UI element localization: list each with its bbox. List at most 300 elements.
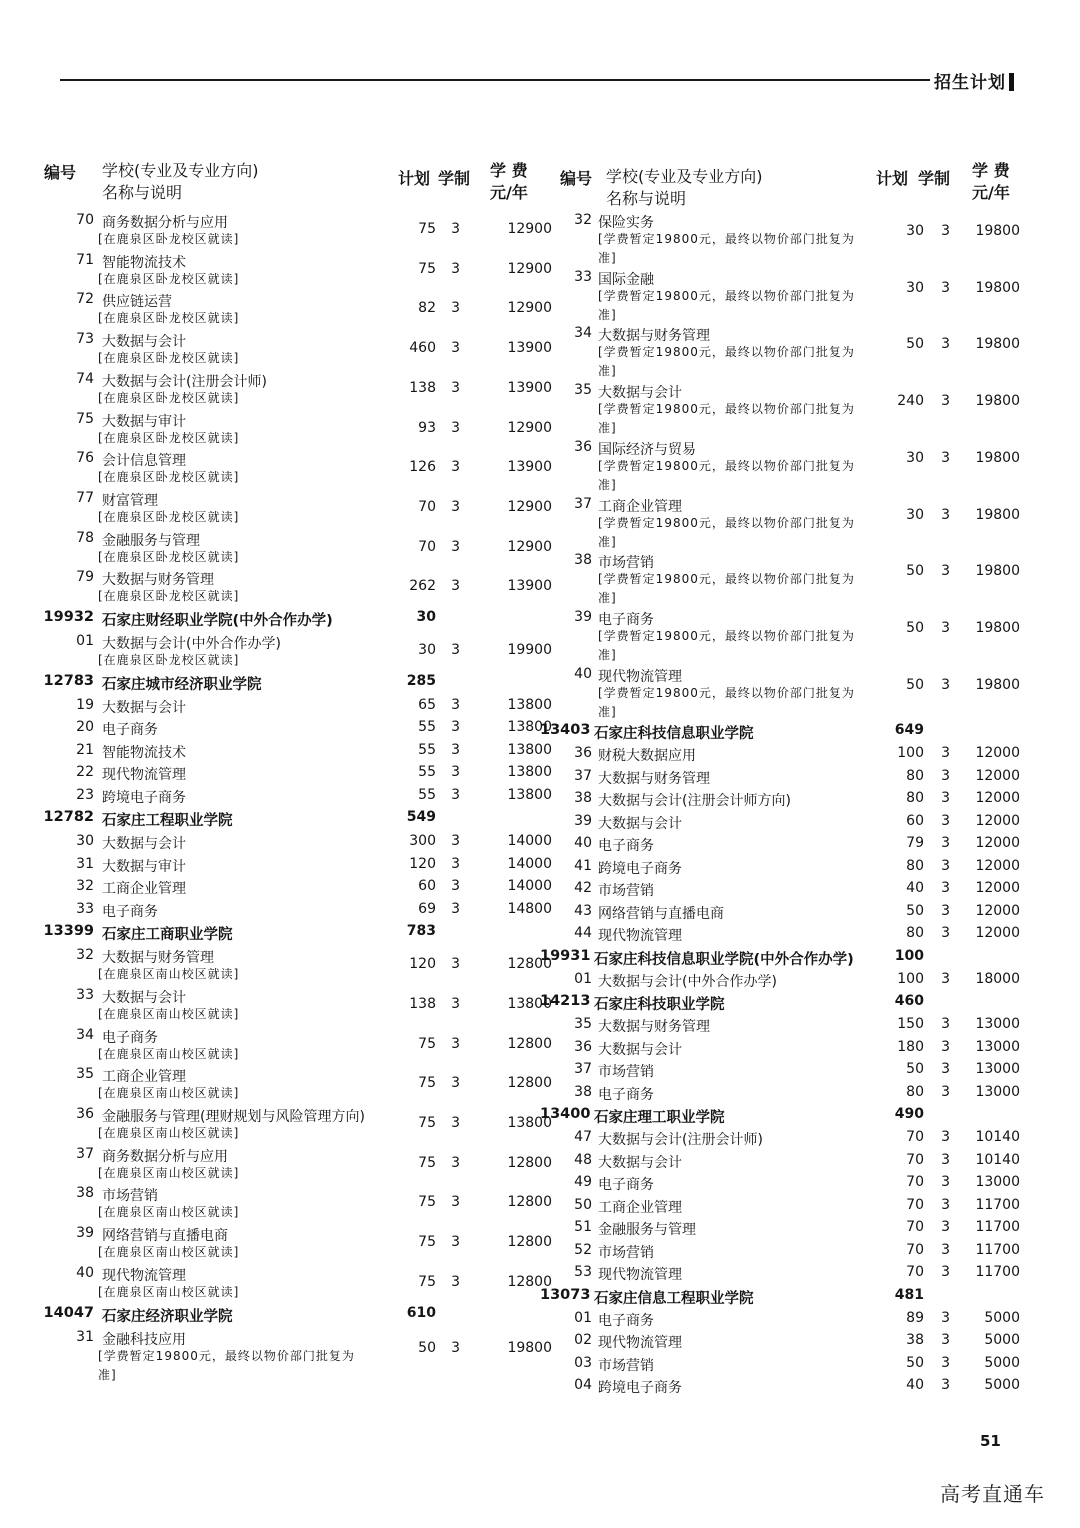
major-row xyxy=(28,631,552,671)
major-plan: 75 xyxy=(418,221,436,237)
major-plan: 50 xyxy=(906,1061,924,1078)
major-note: [学费暂定19800元，最终以物价部门批复为 xyxy=(598,685,855,700)
major-plan: 300 xyxy=(409,833,436,850)
major-years: 3 xyxy=(941,1061,950,1078)
major-fee: 19800 xyxy=(975,279,1020,296)
major-plan: 55 xyxy=(418,741,436,758)
major-name: 金融服务与管理 xyxy=(102,532,200,549)
major-fee: 12000 xyxy=(975,902,1020,919)
major-name: 市场营销 xyxy=(598,883,654,900)
school-plan-total: 783 xyxy=(406,923,436,940)
major-years: 3 xyxy=(941,1038,950,1055)
school-plan-total: 100 xyxy=(894,947,924,964)
major-row xyxy=(28,1183,552,1223)
major-years: 3 xyxy=(941,223,950,239)
major-plan: 100 xyxy=(897,745,924,762)
major-plan: 70 xyxy=(906,1219,924,1236)
school-plan-total: 460 xyxy=(894,993,924,1010)
major-note: [在鹿泉区南山校区就读] xyxy=(98,1245,240,1260)
major-note: 准] xyxy=(98,1367,117,1382)
major-plan: 126 xyxy=(409,459,436,476)
major-name: 现代物流管理 xyxy=(598,668,682,685)
major-fee: 14800 xyxy=(507,900,552,917)
major-row xyxy=(28,985,552,1025)
major-fee: 12900 xyxy=(507,538,552,555)
major-years: 3 xyxy=(451,498,460,515)
major-plan: 89 xyxy=(906,1309,924,1326)
header-fee-line2: 元/年 xyxy=(972,183,1010,202)
major-fee: 19800 xyxy=(975,336,1020,353)
left-column xyxy=(28,160,552,1382)
major-name: 电子商务 xyxy=(598,1312,654,1329)
major-plan: 80 xyxy=(906,767,924,784)
major-code: 76 xyxy=(76,450,94,467)
major-fee: 12900 xyxy=(507,419,552,436)
major-row xyxy=(28,1327,552,1383)
header-name-line2: 名称与说明 xyxy=(606,189,687,208)
major-row xyxy=(28,488,552,528)
major-note: [在鹿泉区卧龙校区就读] xyxy=(98,470,240,485)
major-code: 32 xyxy=(76,947,94,964)
major-code: 74 xyxy=(76,370,94,387)
major-plan: 70 xyxy=(906,1174,924,1191)
major-row xyxy=(540,437,1040,494)
right-table-header xyxy=(540,160,1040,210)
major-code: 37 xyxy=(574,767,592,784)
school-plan-total: 649 xyxy=(894,722,924,739)
major-code: 36 xyxy=(574,1038,592,1055)
major-note: [在鹿泉区卧龙校区就读] xyxy=(98,509,240,524)
major-code: 40 xyxy=(574,835,592,852)
major-code: 36 xyxy=(574,438,592,455)
major-row xyxy=(540,856,1040,879)
major-fee: 12900 xyxy=(507,260,552,277)
section-marker-icon xyxy=(1009,73,1014,91)
major-fee: 12000 xyxy=(975,925,1020,942)
major-years: 3 xyxy=(451,995,460,1012)
major-code: 31 xyxy=(76,855,94,872)
major-name: 电子商务 xyxy=(102,903,158,920)
major-years: 3 xyxy=(941,279,950,296)
major-code: 39 xyxy=(574,812,592,829)
major-fee: 13800 xyxy=(507,719,552,736)
major-note: [学费暂定19800元，最终以物价部门批复为 xyxy=(98,1348,355,1363)
major-code: 34 xyxy=(574,325,592,342)
major-name: 现代物流管理 xyxy=(102,1267,186,1284)
major-plan: 120 xyxy=(409,956,436,973)
major-fee: 12000 xyxy=(975,812,1020,829)
major-name: 商务数据分析与应用 xyxy=(102,215,228,231)
major-code: 20 xyxy=(76,719,94,736)
major-name: 金融科技应用 xyxy=(102,1331,186,1348)
major-name: 市场营销 xyxy=(598,1357,654,1374)
major-row xyxy=(28,831,552,854)
major-name: 大数据与财务管理 xyxy=(102,950,214,967)
major-note: [在鹿泉区卧龙校区就读] xyxy=(98,589,240,604)
major-plan: 70 xyxy=(906,1151,924,1168)
major-note: [学费暂定19800元，最终以物价部门批复为 xyxy=(598,232,855,246)
major-name: 现代物流管理 xyxy=(598,1267,682,1284)
major-code: 44 xyxy=(574,925,592,942)
major-row xyxy=(540,1082,1040,1105)
major-row xyxy=(28,1144,552,1184)
header-plan: 计划 xyxy=(398,169,431,188)
major-name: 跨境电子商务 xyxy=(102,789,186,806)
major-note: [在鹿泉区卧龙校区就读] xyxy=(98,351,240,366)
major-fee: 14000 xyxy=(507,833,552,850)
major-code: 37 xyxy=(76,1145,94,1162)
major-years: 3 xyxy=(451,764,460,781)
major-note: [在鹿泉区南山校区就读] xyxy=(98,1086,240,1101)
major-code: 36 xyxy=(574,745,592,762)
major-plan: 100 xyxy=(897,970,924,987)
major-code: 30 xyxy=(76,833,94,850)
major-fee: 5000 xyxy=(984,1354,1020,1371)
school-code: 12782 xyxy=(43,809,94,826)
major-plan: 80 xyxy=(906,1083,924,1100)
major-fee: 19800 xyxy=(975,619,1020,636)
major-years: 3 xyxy=(941,1354,950,1371)
major-years: 3 xyxy=(451,419,460,436)
major-code: 42 xyxy=(574,880,592,897)
major-note: [学费暂定19800元，最终以物价部门批复为 xyxy=(598,458,855,473)
major-name: 金融服务与管理 xyxy=(598,1222,696,1239)
major-plan: 75 xyxy=(418,1273,436,1290)
major-years: 3 xyxy=(941,880,950,897)
major-plan: 30 xyxy=(906,279,924,296)
major-name: 大数据与会计 xyxy=(102,699,186,716)
major-plan: 75 xyxy=(418,1075,436,1092)
major-name: 市场营销 xyxy=(598,1064,654,1081)
major-plan: 262 xyxy=(409,578,436,595)
major-row xyxy=(540,664,1040,721)
major-row xyxy=(28,762,552,785)
major-fee: 13000 xyxy=(975,1083,1020,1100)
header-code: 编号 xyxy=(560,169,593,188)
major-code: 40 xyxy=(574,665,592,682)
major-row xyxy=(28,740,552,763)
major-fee: 12000 xyxy=(975,790,1020,807)
major-years: 3 xyxy=(451,900,460,917)
major-name: 大数据与会计 xyxy=(598,385,682,402)
major-years: 3 xyxy=(941,1129,950,1146)
major-fee: 12900 xyxy=(507,498,552,515)
major-fee: 12900 xyxy=(507,221,552,237)
major-years: 3 xyxy=(941,1264,950,1281)
major-plan: 50 xyxy=(906,1354,924,1371)
major-name: 智能物流技术 xyxy=(102,744,186,761)
major-name: 大数据与会计(中外合作办学) xyxy=(598,973,777,990)
major-fee: 12800 xyxy=(507,1035,552,1052)
major-note: [在鹿泉区南山校区就读] xyxy=(98,1284,240,1299)
major-years: 3 xyxy=(941,1309,950,1326)
major-plan: 75 xyxy=(418,1035,436,1052)
major-row xyxy=(540,267,1040,324)
major-row xyxy=(540,1308,1040,1331)
left-table-header xyxy=(28,160,548,210)
major-fee: 19800 xyxy=(975,449,1020,466)
major-name: 工商企业管理 xyxy=(598,498,682,515)
major-row xyxy=(540,1127,1040,1150)
major-plan: 30 xyxy=(906,506,924,523)
major-fee: 12000 xyxy=(975,857,1020,874)
major-row xyxy=(28,567,552,607)
major-row xyxy=(540,1353,1040,1376)
major-name: 电子商务 xyxy=(598,1086,654,1103)
major-code: 43 xyxy=(574,902,592,919)
major-fee: 14000 xyxy=(507,855,552,872)
major-note: 准] xyxy=(598,251,617,265)
school-plan-total: 285 xyxy=(406,672,436,689)
major-note: [在鹿泉区南山校区就读] xyxy=(98,1046,240,1061)
header-name-line1: 学校(专业及专业方向) xyxy=(102,161,259,180)
major-plan: 138 xyxy=(409,995,436,1012)
major-plan: 75 xyxy=(418,1194,436,1211)
major-row xyxy=(540,766,1040,789)
major-plan: 75 xyxy=(418,260,436,277)
school-plan-total: 549 xyxy=(406,809,436,826)
major-row xyxy=(28,854,552,877)
school-row xyxy=(540,946,1040,969)
major-code: 48 xyxy=(574,1151,592,1168)
major-fee: 11700 xyxy=(975,1219,1020,1236)
major-fee: 12800 xyxy=(507,1194,552,1211)
major-name: 国际金融 xyxy=(598,271,654,288)
major-code: 03 xyxy=(574,1354,592,1371)
major-fee: 13900 xyxy=(507,459,552,476)
major-plan: 70 xyxy=(418,538,436,555)
major-code: 77 xyxy=(76,489,94,506)
major-years: 3 xyxy=(451,459,460,476)
major-fee: 19800 xyxy=(975,223,1020,239)
major-row xyxy=(28,329,552,369)
major-name: 大数据与会计 xyxy=(598,815,682,832)
major-plan: 60 xyxy=(906,812,924,829)
major-note: [在鹿泉区卧龙校区就读] xyxy=(98,271,240,286)
major-name: 保险实务 xyxy=(598,215,654,231)
major-code: 35 xyxy=(574,1016,592,1033)
header-years: 学制 xyxy=(918,169,951,188)
school-code: 13073 xyxy=(540,1286,591,1303)
major-name: 工商企业管理 xyxy=(598,1199,682,1216)
major-plan: 50 xyxy=(906,619,924,636)
major-note: 准] xyxy=(598,591,617,606)
major-plan: 50 xyxy=(906,902,924,919)
major-name: 网络营销与直播电商 xyxy=(598,905,724,922)
major-code: 51 xyxy=(574,1219,592,1236)
major-name: 跨境电子商务 xyxy=(598,860,682,877)
school-plan-total: 481 xyxy=(894,1286,924,1303)
major-years: 3 xyxy=(451,221,460,237)
major-row xyxy=(28,695,552,718)
major-years: 3 xyxy=(451,300,460,317)
major-plan: 69 xyxy=(418,900,436,917)
major-row xyxy=(28,945,552,985)
major-code: 01 xyxy=(574,970,592,987)
major-name: 财税大数据应用 xyxy=(598,748,696,765)
major-note: [在鹿泉区卧龙校区就读] xyxy=(98,653,240,667)
major-code: 53 xyxy=(574,1264,592,1281)
major-note: [在鹿泉区卧龙校区就读] xyxy=(98,549,240,564)
major-years: 3 xyxy=(941,925,950,942)
major-years: 3 xyxy=(451,642,460,658)
school-row xyxy=(540,720,1040,743)
major-code: 37 xyxy=(574,495,592,512)
major-row xyxy=(540,210,1040,267)
major-name: 大数据与财务管理 xyxy=(102,572,214,589)
major-name: 大数据与财务管理 xyxy=(598,770,710,787)
major-years: 3 xyxy=(941,745,950,762)
major-plan: 120 xyxy=(409,855,436,872)
right-column xyxy=(540,160,1040,1397)
school-name: 石家庄财经职业学院(中外合作办学) xyxy=(102,613,333,629)
major-row xyxy=(540,323,1040,380)
major-name: 跨境电子商务 xyxy=(598,1380,682,1397)
header-code: 编号 xyxy=(44,163,77,182)
major-plan: 50 xyxy=(418,1339,436,1356)
major-fee: 11700 xyxy=(975,1196,1020,1213)
major-code: 79 xyxy=(76,569,94,586)
major-fee: 5000 xyxy=(984,1377,1020,1394)
major-years: 3 xyxy=(941,506,950,523)
major-name: 市场营销 xyxy=(598,1244,654,1261)
major-row xyxy=(28,409,552,449)
header-fee-line1: 学 费 xyxy=(972,161,1010,180)
major-row xyxy=(540,494,1040,551)
major-name: 网络营销与直播电商 xyxy=(102,1228,228,1245)
major-plan: 55 xyxy=(418,786,436,803)
major-code: 47 xyxy=(574,1129,592,1146)
major-fee: 11700 xyxy=(975,1264,1020,1281)
major-row xyxy=(540,923,1040,946)
school-row xyxy=(28,1303,548,1327)
major-fee: 10140 xyxy=(975,1151,1020,1168)
major-plan: 30 xyxy=(906,223,924,239)
major-name: 大数据与会计 xyxy=(102,836,186,853)
major-row xyxy=(540,1262,1040,1285)
major-fee: 13800 xyxy=(507,995,552,1012)
major-code: 37 xyxy=(574,1061,592,1078)
major-plan: 75 xyxy=(418,1154,436,1171)
major-row xyxy=(540,1014,1040,1037)
major-years: 3 xyxy=(451,741,460,758)
major-years: 3 xyxy=(451,833,460,850)
major-years: 3 xyxy=(941,970,950,987)
major-fee: 12000 xyxy=(975,835,1020,852)
school-name: 石家庄工商职业学院 xyxy=(102,927,233,944)
major-code: 23 xyxy=(76,786,94,803)
major-fee: 14000 xyxy=(507,878,552,895)
major-fee: 13900 xyxy=(507,578,552,595)
major-plan: 80 xyxy=(906,925,924,942)
major-plan: 40 xyxy=(906,880,924,897)
major-fee: 13000 xyxy=(975,1061,1020,1078)
major-years: 3 xyxy=(941,835,950,852)
major-code: 31 xyxy=(76,1328,94,1345)
major-fee: 13800 xyxy=(507,786,552,803)
school-code: 12783 xyxy=(43,672,94,689)
major-years: 3 xyxy=(941,676,950,693)
major-years: 3 xyxy=(941,812,950,829)
major-row xyxy=(28,448,552,488)
major-name: 市场营销 xyxy=(102,1188,158,1205)
major-plan: 30 xyxy=(418,642,436,658)
major-note: [在鹿泉区南山校区就读] xyxy=(98,1126,240,1140)
major-fee: 12000 xyxy=(975,767,1020,784)
major-years: 3 xyxy=(451,1075,460,1092)
major-name: 工商企业管理 xyxy=(102,881,186,898)
school-row xyxy=(28,807,548,831)
major-code: 38 xyxy=(76,1185,94,1202)
major-years: 3 xyxy=(941,1083,950,1100)
major-note: [在鹿泉区南山校区就读] xyxy=(98,1205,240,1220)
major-name: 大数据与会计(注册会计师方向) xyxy=(598,793,791,810)
major-name: 现代物流管理 xyxy=(598,1335,682,1352)
major-plan: 75 xyxy=(418,1115,436,1131)
major-row xyxy=(28,899,552,922)
major-plan: 65 xyxy=(418,696,436,713)
major-fee: 11700 xyxy=(975,1241,1020,1258)
major-code: 33 xyxy=(76,900,94,917)
major-years: 3 xyxy=(451,956,460,973)
major-name: 现代物流管理 xyxy=(102,767,186,784)
major-row xyxy=(28,876,552,899)
major-row xyxy=(540,1150,1040,1173)
major-note: [在鹿泉区南山校区就读] xyxy=(98,1006,240,1021)
school-code: 13400 xyxy=(540,1106,591,1123)
major-row xyxy=(540,901,1040,924)
major-note: [学费暂定19800元，最终以物价部门批复为 xyxy=(598,515,855,530)
major-years: 3 xyxy=(941,1174,950,1191)
major-note: 准] xyxy=(598,307,617,322)
header-fee-line1: 学 费 xyxy=(490,161,528,180)
major-years: 3 xyxy=(941,449,950,466)
major-years: 3 xyxy=(451,578,460,595)
major-row xyxy=(540,969,1040,992)
major-note: [学费暂定19800元，最终以物价部门批复为 xyxy=(598,628,855,643)
major-name: 智能物流技术 xyxy=(102,254,186,271)
major-plan: 50 xyxy=(906,336,924,353)
major-fee: 13800 xyxy=(507,764,552,781)
major-note: 准] xyxy=(598,364,617,379)
major-plan: 50 xyxy=(906,676,924,693)
major-row xyxy=(540,833,1040,856)
major-note: [在鹿泉区卧龙校区就读] xyxy=(98,311,240,326)
major-row xyxy=(540,1375,1040,1398)
major-years: 3 xyxy=(451,1194,460,1211)
major-years: 3 xyxy=(451,1035,460,1052)
major-code: 52 xyxy=(574,1241,592,1258)
major-code: 35 xyxy=(574,382,592,399)
major-row xyxy=(540,1330,1040,1353)
major-name: 电子商务 xyxy=(598,1177,654,1194)
major-plan: 240 xyxy=(897,393,924,410)
major-row xyxy=(540,1037,1040,1060)
major-row xyxy=(540,811,1040,834)
major-years: 3 xyxy=(941,563,950,580)
major-code: 36 xyxy=(76,1106,94,1122)
major-note: [学费暂定19800元，最终以物价部门批复为 xyxy=(598,345,855,360)
major-years: 3 xyxy=(451,340,460,357)
school-row xyxy=(540,991,1040,1014)
major-plan: 138 xyxy=(409,379,436,396)
major-name: 大数据与审计 xyxy=(102,413,186,430)
school-name: 石家庄城市经济职业学院 xyxy=(102,676,262,693)
major-years: 3 xyxy=(451,1339,460,1356)
major-row xyxy=(28,1064,552,1104)
major-fee: 12800 xyxy=(507,956,552,973)
major-code: 41 xyxy=(574,857,592,874)
